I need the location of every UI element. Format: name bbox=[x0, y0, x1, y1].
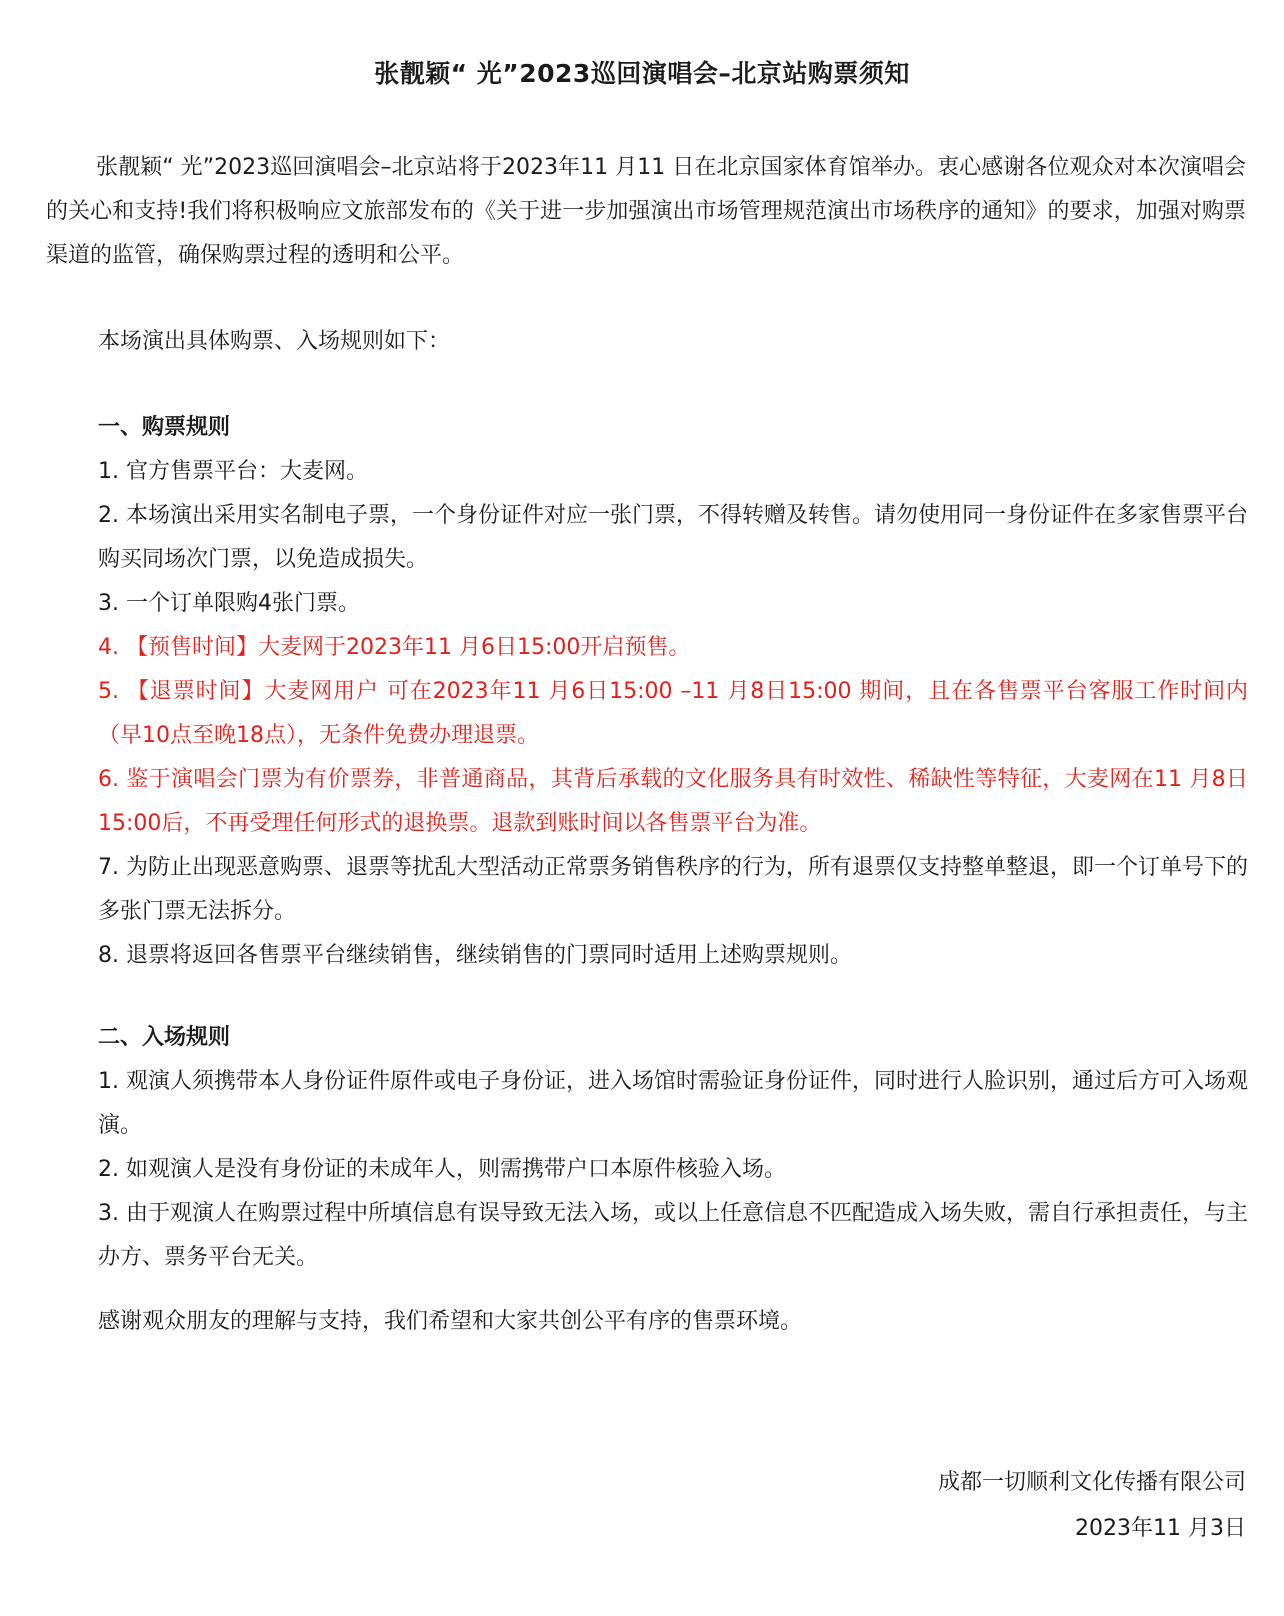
purchase-rule-item: 7. 为防止出现恶意购票、退票等扰乱大型活动正常票务销售秩序的行为，所有退票仅支持整单整退，即一个订单号下的多张门票无法拆分。 bbox=[98, 855, 1248, 924]
purchase-rule-item-presale-time: 4. 【预售时间】大麦网于2023年11 月6日15:00开启预售。 bbox=[98, 635, 691, 660]
closing-paragraph: 感谢观众朋友的理解与支持，我们希望和大家共创公平有序的售票环境。 bbox=[98, 1309, 803, 1334]
intro-paragraph: 张靓颖“ 光”2023巡回演唱会–北京站将于2023年11 月11 日在北京国家体育馆举办。衷心感谢各位观众对本次演唱会的关心和支持!我们将积极响应文旅部发布的《关于进一步加强演出市场管理规范演出市场秩序的通知》的要求，加强对购票渠道的监管，确保购票过程的透明和公平。 bbox=[46, 155, 1246, 268]
entry-rules-list bbox=[98, 1060, 1248, 1280]
entry-rule-item: 2. 如观演人是没有身份证的未成年人，则需携带户口本原件核验入场。 bbox=[98, 1157, 786, 1182]
entry-rules-heading: 二、入场规则 bbox=[98, 1025, 231, 1050]
entry-rules-section bbox=[98, 1016, 1248, 1280]
purchase-rule-item: 8. 退票将返回各售票平台继续销售，继续销售的门票同时适用上述购票规则。 bbox=[98, 943, 852, 968]
ticket-purchase-rules-list bbox=[98, 450, 1248, 978]
issue-date: 2023年11 月3日 bbox=[1075, 1516, 1246, 1541]
rules-lead-text: 本场演出具体购票、入场规则如下： bbox=[98, 329, 451, 354]
purchase-rule-item: 2. 本场演出采用实名制电子票，一个身份证件对应一张门票，不得转赠及转售。请勿使用同一身份证件在多家售票平台购买同场次门票，以免造成损失。 bbox=[98, 503, 1248, 572]
purchase-rule-item-refund-deadline: 6. 鉴于演唱会门票为有价票券，非普通商品，其背后承载的文化服务具有时效性、稀缺性等特征，大麦网在11 月8日15:00后，不再受理任何形式的退换票。退款到账时间以各售票平台为准。 bbox=[98, 767, 1248, 836]
entry-rule-item: 3. 由于观演人在购票过程中所填信息有误导致无法入场，或以上任意信息不匹配造成入场失败，需自行承担责任，与主办方、票务平台无关。 bbox=[98, 1201, 1248, 1270]
ticket-purchase-rules-heading: 一、购票规则 bbox=[98, 415, 231, 440]
signature-block bbox=[938, 1460, 1246, 1552]
purchase-rule-item-refund-time: 5. 【退票时间】大麦网用户 可在2023年11 月6日15:00 –11 月8日15:00 期间，且在各售票平台客服工作时间内（早10点至晚18点），无条件免费办理退票。 bbox=[98, 679, 1248, 748]
entry-rule-item: 1. 观演人须携带本人身份证件原件或电子身份证，进入场馆时需验证身份证件，同时进行人脸识别，通过后方可入场观演。 bbox=[98, 1069, 1248, 1138]
purchase-rule-item: 3. 一个订单限购4张门票。 bbox=[98, 591, 360, 616]
ticket-purchase-rules-section bbox=[98, 406, 1248, 978]
purchase-rule-item: 1. 官方售票平台：大麦网。 bbox=[98, 459, 368, 484]
company-name: 成都一切顺利文化传播有限公司 bbox=[937, 1470, 1246, 1495]
document-title: 张靓颖“ 光”2023巡回演唱会–北京站购票须知 bbox=[374, 59, 910, 88]
